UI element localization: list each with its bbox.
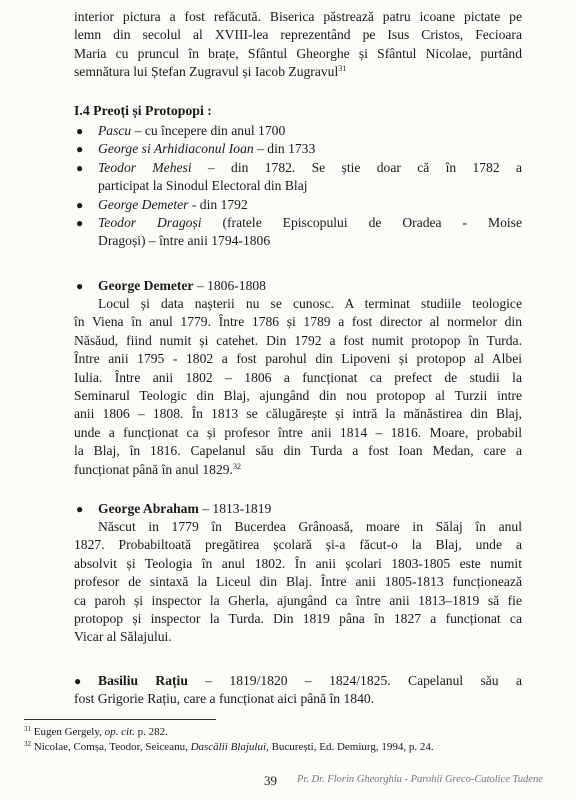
abraham-title: [74, 500, 271, 518]
list-item: [74, 214, 522, 251]
section-heading: I.4 Preoți și Protopopi :: [74, 103, 212, 118]
priest-detail-cont: participat la Sinodul Electoral din Blaj: [98, 178, 308, 194]
footnote-italic: Dascălii Blajului,: [190, 741, 269, 753]
person-dates: – 1806-1808: [193, 278, 266, 293]
priest-detail: - din 1792: [188, 196, 248, 212]
footnote-number: 31: [24, 725, 31, 733]
page-number: 39: [264, 773, 277, 788]
list-item: [74, 196, 522, 214]
text-line: Între anii 1795 - 1802 a fost parohul din Lipoveni și protopop al Albei: [74, 351, 522, 367]
footnote-text: Eugen Gergely,: [31, 726, 105, 738]
priest-name: Teodor Dragoși: [98, 215, 202, 231]
bullet-icon: ●: [76, 142, 84, 157]
person-name: George Abraham: [98, 501, 199, 516]
demeter-paragraph: [74, 295, 522, 479]
abraham-paragraph: [74, 518, 522, 647]
footnote-text: p. 282.: [134, 726, 168, 738]
bullet-icon: ●: [76, 216, 84, 231]
text-line: în Viena în anul 1779. Între 1786 și 1789 a fost director al normelor din: [74, 314, 522, 330]
text-line: Născut in 1779 în Bucerdea Grânoasă, moare in Sălaj în anul: [98, 519, 522, 534]
priest-detail-cont: Dragoși) – între anii 1794-1806: [98, 233, 271, 249]
running-footer: Pr. Dr. Florin Gheorghiu - Parohii Greco-Catolice Tudene: [297, 774, 543, 785]
bullet-icon: ●: [76, 124, 84, 138]
intro-paragraph: [74, 8, 522, 82]
bullet-icon: ●: [76, 279, 84, 293]
priest-name: George Demeter: [98, 196, 189, 212]
priest-name: George si Arhidiaconul Ioan: [98, 141, 254, 157]
footnote: [24, 740, 434, 754]
bullet-icon: ●: [76, 502, 84, 516]
footnote-text: București, Ed. Demiurg, 1994, p. 24.: [268, 741, 434, 753]
priest-detail: – cu începere din anul 1700: [131, 123, 286, 138]
text-line: Seminarul Teologic din Blaj, ajungând din nou protopop al Turzii intre: [74, 388, 522, 404]
footnote-number: 32: [24, 740, 31, 748]
text-line: Maria cu pruncul în brațe, Sfântul Gheorghe și Sfântul Nicolae, purtând: [74, 45, 522, 61]
bullet-icon: ●: [76, 160, 84, 175]
text-line: unde a funcționat ca și profesor între anii 1814 – 1816. Moare, probabil: [74, 424, 522, 440]
text-line: [98, 214, 522, 232]
text-line: anii 1806 – 1808. În 1813 se călugărește și intră la mănăstirea din Blaj,: [74, 406, 522, 422]
text-line: ca paroh și inspector la Gherla, ajungând ca între anii 1813–1819 să fie: [74, 592, 522, 608]
person-dates: – 1819/1820 – 1824/1825. Capelanul său a: [187, 673, 522, 688]
text-line: [74, 461, 522, 479]
person-dates: – 1813-1819: [198, 501, 272, 516]
list-item: [74, 159, 522, 196]
priest-detail: (fratele Episcopului de Oradea - Moise: [201, 215, 522, 231]
priest-name: Teodor Mehesi: [98, 159, 192, 175]
text-line: protopop și inspector la Turda. Din 1819 pâna în 1827 a funcționat ca: [74, 611, 522, 627]
text-line: 1827. Probabiltoată pregătirea școlară și-a făcut-o la Blaj, unde a: [74, 537, 522, 553]
priest-detail: – din 1733: [253, 141, 316, 157]
text-line: fost Grigorie Rațiu, care a funcționat aici până în 1840.: [74, 691, 375, 707]
ratiu-paragraph: [74, 672, 522, 709]
text-line: [74, 63, 522, 81]
text-line: Vicar al Sălajului.: [74, 629, 172, 645]
footnote-ref: 31: [338, 64, 347, 74]
list-item: [74, 122, 522, 140]
bullet-icon: ●: [74, 674, 82, 688]
text-line: Locul și data nașterii nu se cunosc. A terminat studiile teologice: [98, 296, 522, 311]
footnote-italic: op. cit.: [104, 726, 135, 738]
text-line: profesor de sintaxă la Liceul din Blaj. Între anii 1805-1813 funcționează: [74, 574, 522, 590]
text-line: [98, 159, 522, 177]
text-span: funcționat până în anul 1829.: [74, 461, 233, 477]
text-line: [74, 672, 522, 690]
list-item: [74, 140, 522, 158]
text-line: la Blaj, în 1816. Capelanul său din Turda a fost Ioan Medan, care a: [74, 443, 522, 459]
footnote-ref: 32: [232, 461, 241, 471]
text-line: absolvit și Teologia în anul 1802. În anii școlari 1803-1805 este numit: [74, 555, 522, 571]
person-name: Basiliu Rațiu: [98, 673, 188, 688]
footnote-text: Nicolae, Comșa, Teodor, Seiceanu,: [31, 741, 191, 753]
priest-detail: – din 1782. Se știe doar că în 1782 a: [191, 159, 522, 175]
footnote-divider: [24, 719, 216, 720]
priest-name: Pascu: [98, 123, 132, 138]
priests-list: [74, 122, 522, 251]
text-line: Iulia. Între anii 1802 – 1806 a funcționat ca prefect de studii la: [74, 369, 522, 385]
text-line: lemn din secolul al XVIII-lea reprezentând pe Isus Cristos, Fecioara: [74, 27, 522, 43]
text-span: semnătura lui Ștefan Zugravul și Iacob Zugravul: [74, 64, 339, 80]
demeter-title: [74, 277, 266, 295]
person-name: George Demeter: [98, 278, 194, 293]
text-line: interior pictura a fost refăcută. Biserica păstrează patru icoane pictate pe: [74, 9, 522, 24]
bullet-icon: ●: [76, 197, 84, 212]
footnote: [24, 725, 168, 739]
text-line: Năsăud, fiind numit și catehet. Din 1792 a fost numit protopop în Turda.: [74, 332, 522, 348]
